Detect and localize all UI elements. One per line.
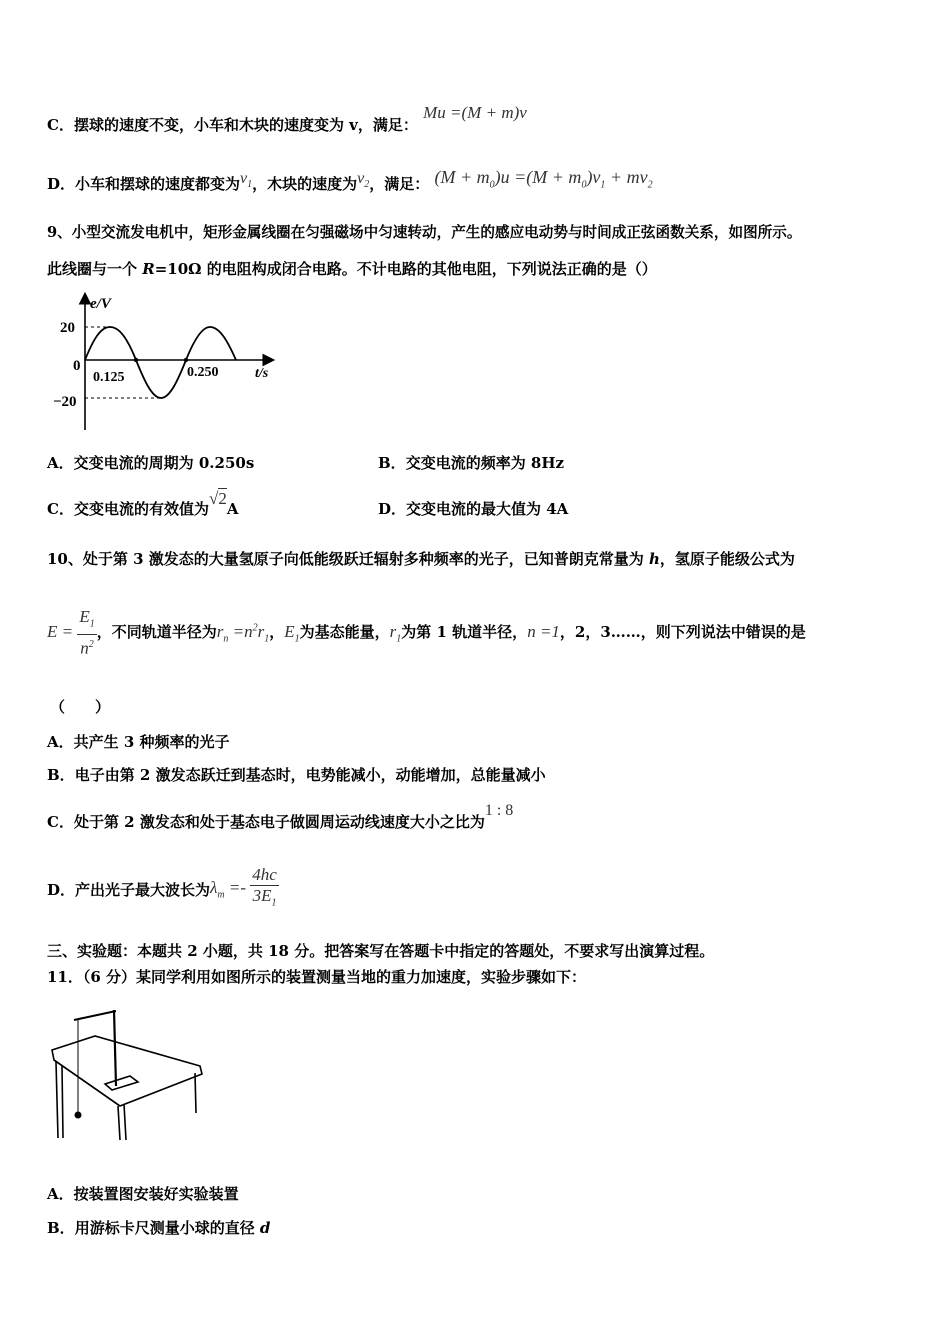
numerator-sub: 1 (89, 618, 95, 630)
r1-symbol (389, 621, 402, 645)
option-text: 交变电流的最大值为 4A (406, 500, 569, 518)
option-label: A． (47, 733, 74, 751)
formula-sub: 1 (600, 179, 606, 191)
y-axis-label: e/V (90, 296, 111, 312)
q10-option-c (47, 802, 514, 832)
option-label: D． (47, 881, 76, 900)
option-label: B． (378, 454, 406, 472)
v2-symbol (357, 170, 370, 191)
lambda-var: λ (210, 878, 218, 898)
q9-option-b (378, 452, 564, 473)
r1b-sub: 1 (396, 633, 402, 645)
lambda-eq: =- (224, 878, 247, 898)
option-text: 按装置图安装好实验装置 (73, 1185, 239, 1203)
tick-dot-0125 (134, 358, 138, 362)
option-text: 摆球的速度不变，小车和木块的速度变为 v，满足： (73, 116, 418, 134)
stem-text: ，不同轨道半径为 (96, 622, 217, 641)
fraction-denominator (250, 886, 279, 913)
n-equals: n =1 (527, 621, 560, 641)
option-label: D． (378, 500, 407, 518)
sqrt-radicand: 2 (218, 489, 227, 508)
formula-part: + mv (605, 167, 648, 187)
v2-var: v (357, 170, 365, 187)
denominator-sup: 2 (88, 639, 94, 651)
option-text: 处于第 2 激发态和处于基态电子做圆周运动线速度大小之比为 (73, 813, 485, 831)
q9-option-c (47, 489, 239, 519)
formula-momentum: Mu =(M + m)v (423, 103, 527, 122)
stem-text: 为基态能量， (299, 622, 390, 641)
formula-lhs: E = (47, 621, 74, 641)
e1-symbol (284, 621, 300, 645)
q8-option-c (47, 103, 527, 135)
stem-text: 10、处于第 3 激发态的大量氢原子向低能级跃迁辐射多种频率的光子，已知普朗克常量为 (47, 550, 649, 568)
denominator-sub: 1 (271, 897, 277, 909)
r1b-var: r (389, 621, 397, 641)
sine-curve (85, 327, 236, 398)
q10-option-a (47, 731, 230, 752)
r1-sub: 1 (264, 633, 270, 645)
velocity-ratio: 1 : 8 (484, 802, 514, 819)
option-text: 交变电流的有效值为 (73, 500, 209, 518)
option-label: D． (47, 175, 76, 193)
stem-text: ， (269, 622, 285, 641)
option-text: 交变电流的周期为 0.250s (73, 454, 255, 472)
x-tick-0250: 0.250 (187, 365, 219, 380)
option-label: B． (47, 766, 75, 784)
unit: A (226, 500, 239, 518)
radius-sup: 2 (252, 622, 258, 634)
pendulum-ball (75, 1112, 82, 1119)
sqrt-two: √2 (208, 489, 227, 508)
formula-sub: 0 (489, 179, 495, 191)
emf-time-graph (50, 290, 290, 435)
formula-part: )v (586, 167, 601, 187)
tick-dot-0250 (184, 358, 188, 362)
e1-sub: 1 (294, 633, 300, 645)
table-leg-right (195, 1073, 196, 1113)
denominator-var: n (80, 639, 89, 659)
option-text: 小车和摆球的速度都变为 (75, 175, 241, 193)
x-tick-0125: 0.125 (93, 370, 125, 385)
formula-part: (M + m (434, 167, 490, 187)
q10-option-d (47, 867, 279, 915)
v2-sub: 2 (364, 179, 370, 191)
option-label: C． (47, 500, 74, 518)
y-tick-neg20: −20 (53, 394, 77, 410)
formula-sub: 0 (581, 179, 587, 191)
stem-text-2: =10Ω 的电阻构成闭合电路。不计电路的其他电阻，下列说法正确的是（） (154, 260, 657, 278)
q11-option-b (47, 1217, 270, 1238)
stand-base (105, 1076, 138, 1090)
option-text: 共产生 3 种频率的光子 (73, 733, 230, 751)
section-heading: 三、实验题：本题共 2 小题，共 18 分。把答案写在答题卡中指定的答题处，不要求写出演算过程。 (47, 942, 715, 960)
stem-text: 为第 1 轨道半径， (401, 622, 528, 641)
r1-var: r (257, 621, 265, 641)
radius-eq: =n (228, 621, 253, 641)
table-leg-left (56, 1062, 58, 1138)
q10-paren: （ ） (50, 698, 111, 716)
q9-stem-line2 (47, 258, 657, 279)
fraction-numerator: 4hc (252, 865, 277, 884)
v1-symbol (240, 170, 253, 191)
denominator-var: 3E (252, 886, 272, 905)
q11-stem: 11．（6 分）某同学利用如图所示的装置测量当地的重力加速度，实验步骤如下： (47, 968, 587, 986)
table-leg-left-2 (62, 1066, 63, 1138)
q8-option-d (47, 167, 653, 197)
diameter-symbol: d (259, 1219, 271, 1237)
option-text: 电子由第 2 激发态跃迁到基态时，电势能减小，动能增加，总能量减小 (74, 766, 546, 784)
numerator-var: E (79, 607, 90, 626)
option-text-2: ，木块的速度为 (252, 175, 358, 193)
stem-text: ，2，3……，则下列说法中错误的是 (559, 622, 806, 641)
y-tick-0: 0 (73, 358, 81, 374)
rn-var: r (216, 621, 224, 641)
option-label: C． (47, 116, 74, 134)
rn-sub: n (223, 633, 229, 645)
y-tick-20: 20 (60, 320, 75, 336)
option-label: C． (47, 813, 74, 831)
option-text: 产出光子最大波长为 (75, 881, 211, 900)
stand-rod (114, 1010, 116, 1086)
formula-sub: 2 (647, 179, 653, 191)
energy-fraction (77, 607, 96, 659)
v1-var: v (240, 170, 248, 187)
option-text-3: ，满足： (369, 175, 430, 193)
formula-collision (434, 167, 653, 191)
q9-option-a (47, 452, 254, 473)
option-label: B． (47, 1219, 75, 1237)
option-text: 交变电流的频率为 8Hz (405, 454, 565, 472)
v1-sub: 1 (247, 179, 253, 191)
table-leg-front-2 (124, 1104, 126, 1140)
q10-formula-line (47, 607, 806, 659)
option-text: 用游标卡尺测量小球的直径 (74, 1219, 260, 1237)
q9-stem-line1: 9、小型交流发电机中，矩形金属线圈在匀强磁场中匀速转动，产生的感应电动势与时间成正弦函数关系，如图所示。 (47, 224, 802, 241)
lambda-fraction (250, 865, 279, 913)
pendulum-apparatus-figure (50, 1008, 210, 1143)
e1-var: E (284, 621, 295, 641)
energy-formula (47, 607, 97, 659)
planck-symbol: h (648, 550, 660, 568)
formula-part: )u =(M + m (494, 167, 582, 187)
lambda-sub: m (217, 889, 225, 901)
option-label: A． (47, 454, 74, 472)
q9-option-d (378, 498, 568, 519)
q11-option-a (47, 1183, 239, 1204)
lambda-formula (210, 865, 279, 909)
option-label: A． (47, 1185, 74, 1203)
x-axis-label: t/s (255, 366, 269, 381)
resistance-symbol: R (142, 260, 155, 278)
table-top (52, 1036, 202, 1106)
stand-arm (74, 1011, 116, 1020)
table-leg-front (118, 1106, 120, 1140)
stem-text: 此线圈与一个 (47, 260, 143, 278)
q10-option-b (47, 764, 546, 785)
stem-text-2: ，氢原子能级公式为 (659, 550, 795, 568)
q10-stem-line1 (47, 548, 795, 569)
fraction-denominator (77, 635, 96, 659)
radius-formula (216, 621, 270, 645)
fraction-numerator (77, 607, 96, 635)
